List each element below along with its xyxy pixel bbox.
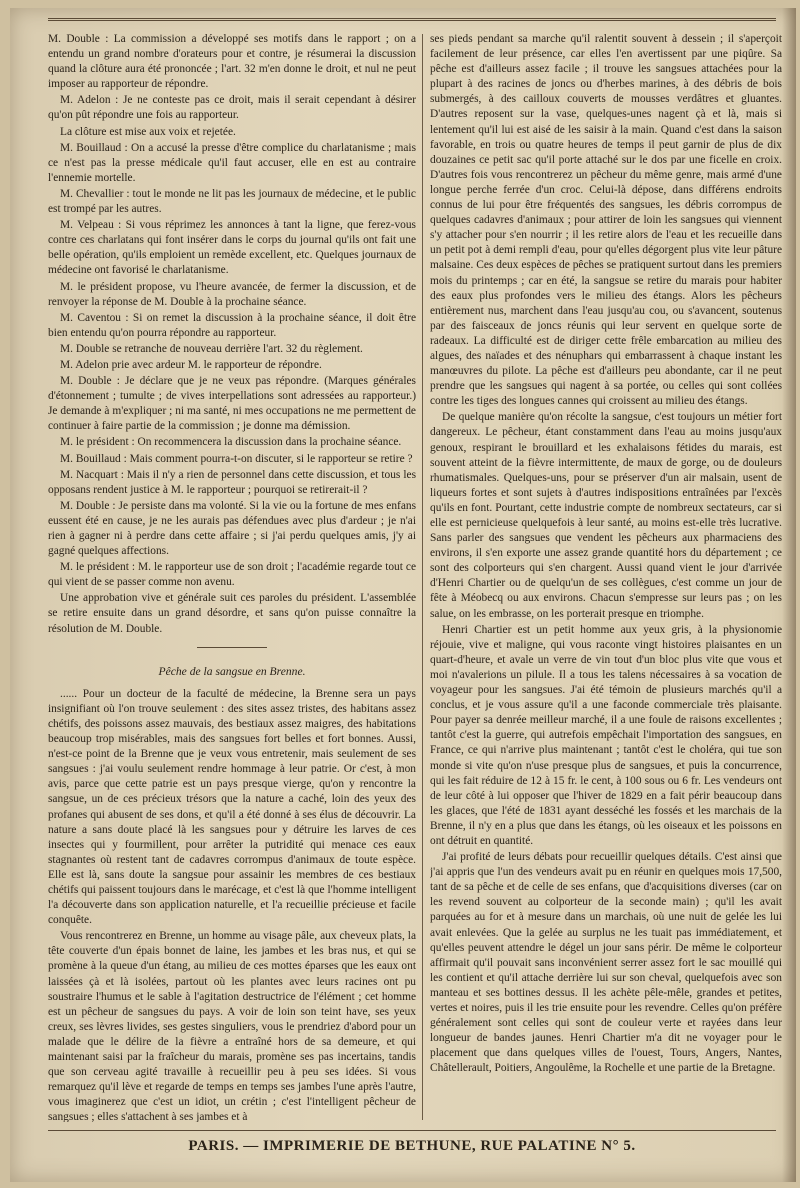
- article-paragraph: Vous rencontrerez en Brenne, un homme au visage pâle, aux cheveux plats, la tête couverte d'un épais bonnet de laine, les jambes et les bras nus, et qui se promène à la queue d'un étang, au milieu de ces mottes éparses que les eaux ont laissées çà et là isolées, partout où les plantes avec leurs racines ont pu soustraire l'humus et le sable à l'agitation destructrice de l'élément ; cet homme est un pêcheur de sangsues du pays. A voir de loin son teint have, ses yeux creux, ses lèvres livides, ses gestes singuliers, vous le prendriez d'abord pour un malade que le délire de la fièvre a entraîné hors de sa demeure, et qui maintenant saisi par la fraîcheur du marais, promène ses pas incertains, tandis que son cerveau agité travaille à recueillir peu à peu ses idées. Si vous remarquez qu'il lève et regarde de temps en temps ses jambes l'une après l'autre, vous imaginerez que c'est un idiot, un crétin ; c'est l'intelligent pêcheur de sangsues ; elles s'attachent à ses jambes et à: [48, 930, 416, 1122]
- article-paragraph: Henri Chartier est un petit homme aux yeux gris, à la physionomie réjouie, vive et maligne, qui vous raconte vingt histoires plaisantes en un quart-d'heure, et avale un verre de vin tout d'un bloc plus vite que vous et moi n'avalerions un pilule. Il a tous les talens nécessaires à sa vocation de voyageur pour les sangsues. J'ai été témoin de plusieurs marchés qu'il a conclus, et je vous assure qu'il a une faconde commerciale très plaisante. Pour payer sa denrée meilleur marché, il a une foule de raisons excellentes ; tantôt c'est la guerre, qui autrefois empêchait l'importation des sangsues, en France, ce qui n'arrive plus maintenant ; tantôt c'est le choléra, qui tue son monde si vite qu'on n'use presque plus de sangsues, et puis la concurrence, qui les fait réduire de 12 à 15 fr. le cent, à 100 sous ou 6 fr. Les vendeurs ont de leur côté à lui opposer que l'hiver de 1829 en a fait périr beaucoup dans les glaces, que l'été de 1831 ayant desséché les fossés et les marchais de la Brenne, il n'y en a plus que dans les étangs, où les oiseaux et les poissons en ont détruit en quantité.: [430, 623, 782, 847]
- article-paragraph: ...... Pour un docteur de la faculté de médecine, la Brenne sera un pays insignifiant où l'on trouve seulement : des sites assez tristes, des habitans assez chétifs, des poissons assez mauvais, des bestiaux assez maigres, des habitations beaucoup trop misérables, mais des sangsues fort belles et fort bonnes. Aussi, n'est-ce point de la Brenne que je veux vous entretenir, mais seulement de ses sangsues : j'ai voulu seulement rendre hommage à leur patrie. Or c'est, à mon avis, parce que cette patrie est un pays presque vierge, qu'on y rencontre la sangsue, un de ces précieux trésors que la nature a caché, loin des yeux des profanes qui abusent de ses dons, et qu'il a été donné à ses élus de découvrir. La nature a sans doute placé là les sangsues pour y détruire les larves de ces insectes qui y fourmillent, pour arrêter la putridité qui menace ces eaux stagnantes où restent tant de cadavres corrompus d'animaux de toute espèce. Elle est là, sans doute la sangsue pour assainir les membres de ces bestiaux chétifs qui paissent toujours dans le marécage, et c'est là que l'homme intelligent l'a découverte dans son application naturelle, et l'a recueillie précieuse et facile conquête.: [48, 687, 416, 927]
- debate-paragraph: M. Double : La commission a développé ses motifs dans le rapport ; on a entendu un grand nombre d'orateurs pour et contre, je résumerai la discussion quand la clôture aura été prononcée ; l'art. 32 m'en donne le droit, et nul ne peut imposer au rapporteur de répondre.: [48, 33, 416, 91]
- article-paragraph: J'ai profité de leurs débats pour recueillir quelques détails. C'est ainsi que j'ai appris que l'un des vendeurs avait pu en réunir en quelques mois 17,500, tant de sa pêche et de celle de ses enfans, que d'acquisitions diverses (car on les revend souvent au colporteur de la seconde main) ; qu'il les avait parquées au for et à mesure dans un marchais, où une nuit de gelée les lui avait enlevées. Que la gelée au surplus ne les tuait pas immédiatement, et qu'elles peuvent attendre le dégel un jour sans périr. De même le colporteur affirmait qu'il pouvait sans inconvénient serrer assez fort le sac mouillé qui les contient et qu'il attache derrière lui sur son cheval, quelquefois avec son manteau et ses bottines dessus. Il les achète pêle-mêle, grandes et petites, vertes et noires, puis il les trie ensuite pour les revendre. Celles qu'on préfère généralement sont celles qui sont de couleur verte et rayées dans leur longueur de bandes jaunes. Henri Chartier m'a dit ne voyager pour le placement que dans quelques villes de l'ouest, Tours, Angers, Nantes, Châtellerault, Poitiers, Angoulême, la Rochelle et une partie de la Bretagne.: [430, 851, 782, 1075]
- section-divider: [197, 647, 267, 648]
- debate-paragraph: M. Bouillaud : Mais comment pourra-t-on discuter, si le rapporteur se retire ?: [60, 452, 413, 465]
- right-column: [430, 32, 782, 1122]
- left-column: [48, 32, 416, 1122]
- article-paragraph: De quelque manière qu'on récolte la sangsue, c'est toujours un métier fort dangereux. Le pêcheur, étant constamment dans l'eau au moins jusqu'aux genoux, respirant le brouillard et les exhalaisons fétides du marais, est souvent atteint de la fièvre intermittente, de maux de gorge, ou de douleurs rhumatismales. Quelques-uns, pour se préserver d'un air malsain, usent de liqueurs fortes et sont sujets à d'autres indispositions entraînées par l'excès qu'ils en font. Pourtant, cette industrie compte de nombreux sectateurs, car si elle est pernicieuse quelquefois à leur santé, au moins est-elle très lucrative. Sans parler des sangsues que vendent les pêcheurs aux pharmaciens des environs, il s'en exporte une assez grande quantité hors du département ; ce sont des colporteurs qui s'en chargent. Aussi quand vient le jour d'arrivée d'Henri Chartier ou de quelqu'un de ses collègues, c'est comme un jour de fête à Méobecq ou aux environs. Chacun s'empresse sur leurs pas ; on les salue, on les embrasse, on les porterait presque en triomphe.: [430, 411, 782, 620]
- footer-rule: [48, 1130, 776, 1131]
- newspaper-page: [10, 8, 796, 1182]
- printer-imprint: PARIS. — IMPRIMERIE DE BETHUNE, RUE PALATINE N° 5.: [188, 1138, 636, 1154]
- debate-paragraph: M. Velpeau : Si vous réprimez les annonces à tant la ligne, que ferez-vous contre ces charlatans qui font insérer dans le corps du journal qu'ils ont fait une belle opération, qu'ils emploient un remède excellent, etc. Quelques journaux de médecine ont favorisé le charlatanisme.: [48, 219, 416, 277]
- debate-paragraph: M. Double : Je persiste dans ma volonté. Si la vie ou la fortune de mes enfans eussent été en cause, je ne les aurais pas défendues avec plus d'ardeur ; je n'ai rien à gagner ni à perdre dans cette affaire ; si j'ai perdu quelques amis, j'y ai gagné quelques affections.: [48, 499, 416, 558]
- page-binding-shadow: [782, 8, 796, 1182]
- debate-paragraph: M. le président : M. le rapporteur use de son droit ; l'académie regarde tout ce qui vient de se passer comme non avenu.: [48, 561, 416, 589]
- debate-paragraph: M. Chevallier : tout le monde ne lit pas les journaux de médecine, et le public est trompé par les autres.: [48, 187, 416, 216]
- debate-paragraph: M. Double se retranche de nouveau derrière l'art. 32 du règlement.: [60, 342, 363, 355]
- debate-paragraph: M. le président propose, vu l'heure avancée, de fermer la discussion, et de renvoyer la réponse de M. Double à la prochaine séance.: [48, 280, 416, 308]
- debate-paragraph: M. Nacquart : Mais il n'y a rien de personnel dans cette discussion, et tous les opposans rendent justice à M. le rapporteur ; pourquoi se retirerait-il ?: [48, 468, 416, 496]
- debate-paragraph: M. Caventou : Si on remet la discussion à la prochaine séance, il doit être bien entendu qu'on pourra répondre au rapporteur.: [48, 311, 416, 339]
- article-paragraph: ses pieds pendant sa marche qu'il ralentit souvent à dessein ; il s'aperçoit facilement de leur présence, car elles l'en avertissent par une piqûre. Sa pêche est d'ailleurs assez facile ; il trouve les sangsues attachées pour la plupart à des racines de joncs ou d'herbes marines, à des débris de bois submergés, à des cailloux couverts de mousses verdâtres et gluantes. D'autres reposent sur la vase, quelques-unes nagent çà et là, mais si lentement qu'il lui est aisé de les saisir à la main. Quand c'est dans la saison favorable, en trois ou quatre heures de temps il peut garnir de plus de dix douzaines ce petit sac qu'il porte attaché sur le dos par une ficelle en croix. D'autres fois vous rencontrerez un pêcheur du même genre, mais armé d'une longue perche ferrée d'un croc. Celui-là dépose, dans différens endroits connus de lui pour être fréquentés des sangsues, les débris corrompus de quelques cadavres d'animaux ; pour attirer de loin les sangsues qui viennent s'y attacher pour s'en nourrir ; il les retire alors de l'eau et les recueille dans un petit pot à demi rempli d'eau, pour qu'elles dégorgent plus vite leur pâture malsaine. Ces deux espèces de pêches se pratiquent surtout dans les premiers mois du printemps ; car en été, la sangsue se retire du marais pour habiter des eaux plus profondes vers le milieu des étangs. Alors les pêcheurs entièrement nus, marchent dans l'eau jusqu'au cou, ou s'avancent, soutenus par des faisceaux de joncs réunis qui leur servent en quelque sorte de radeaux. La difficulté est de diriger cette frêle embarcation au milieu des algues, des naïades et des nénuphars qui embarrassent à chaque instant les manœuvres du pilote. La pêche est d'ailleurs peu abondante, car il ne peut prendre que les sangsues qui nagent à sa portée, ou celles qui sont collées contre les tiges des longues cannes qui croissent au milieu des étangs.: [430, 33, 782, 408]
- top-rule: [48, 18, 776, 26]
- section-title: Pêche de la sangsue en Brenne.: [158, 664, 306, 678]
- column-rule: [422, 34, 423, 1120]
- debate-paragraph: M. le président : On recommencera la discussion dans la prochaine séance.: [60, 436, 402, 449]
- debate-paragraph: M. Bouillaud : On a accusé la presse d'être complice du charlatanisme ; mais ce n'est pas la presse médicale qu'il faut accuser, elle en est au contraire l'ennemie mortelle.: [48, 141, 416, 184]
- debate-paragraph: La clôture est mise aux voix et rejetée.: [60, 125, 236, 138]
- debate-paragraph: M. Adelon prie avec ardeur M. le rapporteur de répondre.: [60, 358, 322, 371]
- debate-paragraph: M. Double : Je déclare que je ne veux pas répondre. (Marques générales d'étonnement ; tumulte ; de vives interpellations sont adressées au rapporteur.) Je demande à m'expliquer ; ni ma santé, ni mes occupations ne me permettent de continuer à faire partie de la commission ; je donne ma démission.: [48, 375, 416, 433]
- debate-paragraph: M. Adelon : Je ne conteste pas ce droit, mais il serait cependant à désirer qu'on pût répondre une fois au rapporteur.: [48, 94, 416, 122]
- debate-paragraph: Une approbation vive et générale suit ces paroles du président. L'assemblée se retire ensuite dans un grand désordre, et sans qu'on puisse connaître la résolution de M. Double.: [48, 592, 416, 635]
